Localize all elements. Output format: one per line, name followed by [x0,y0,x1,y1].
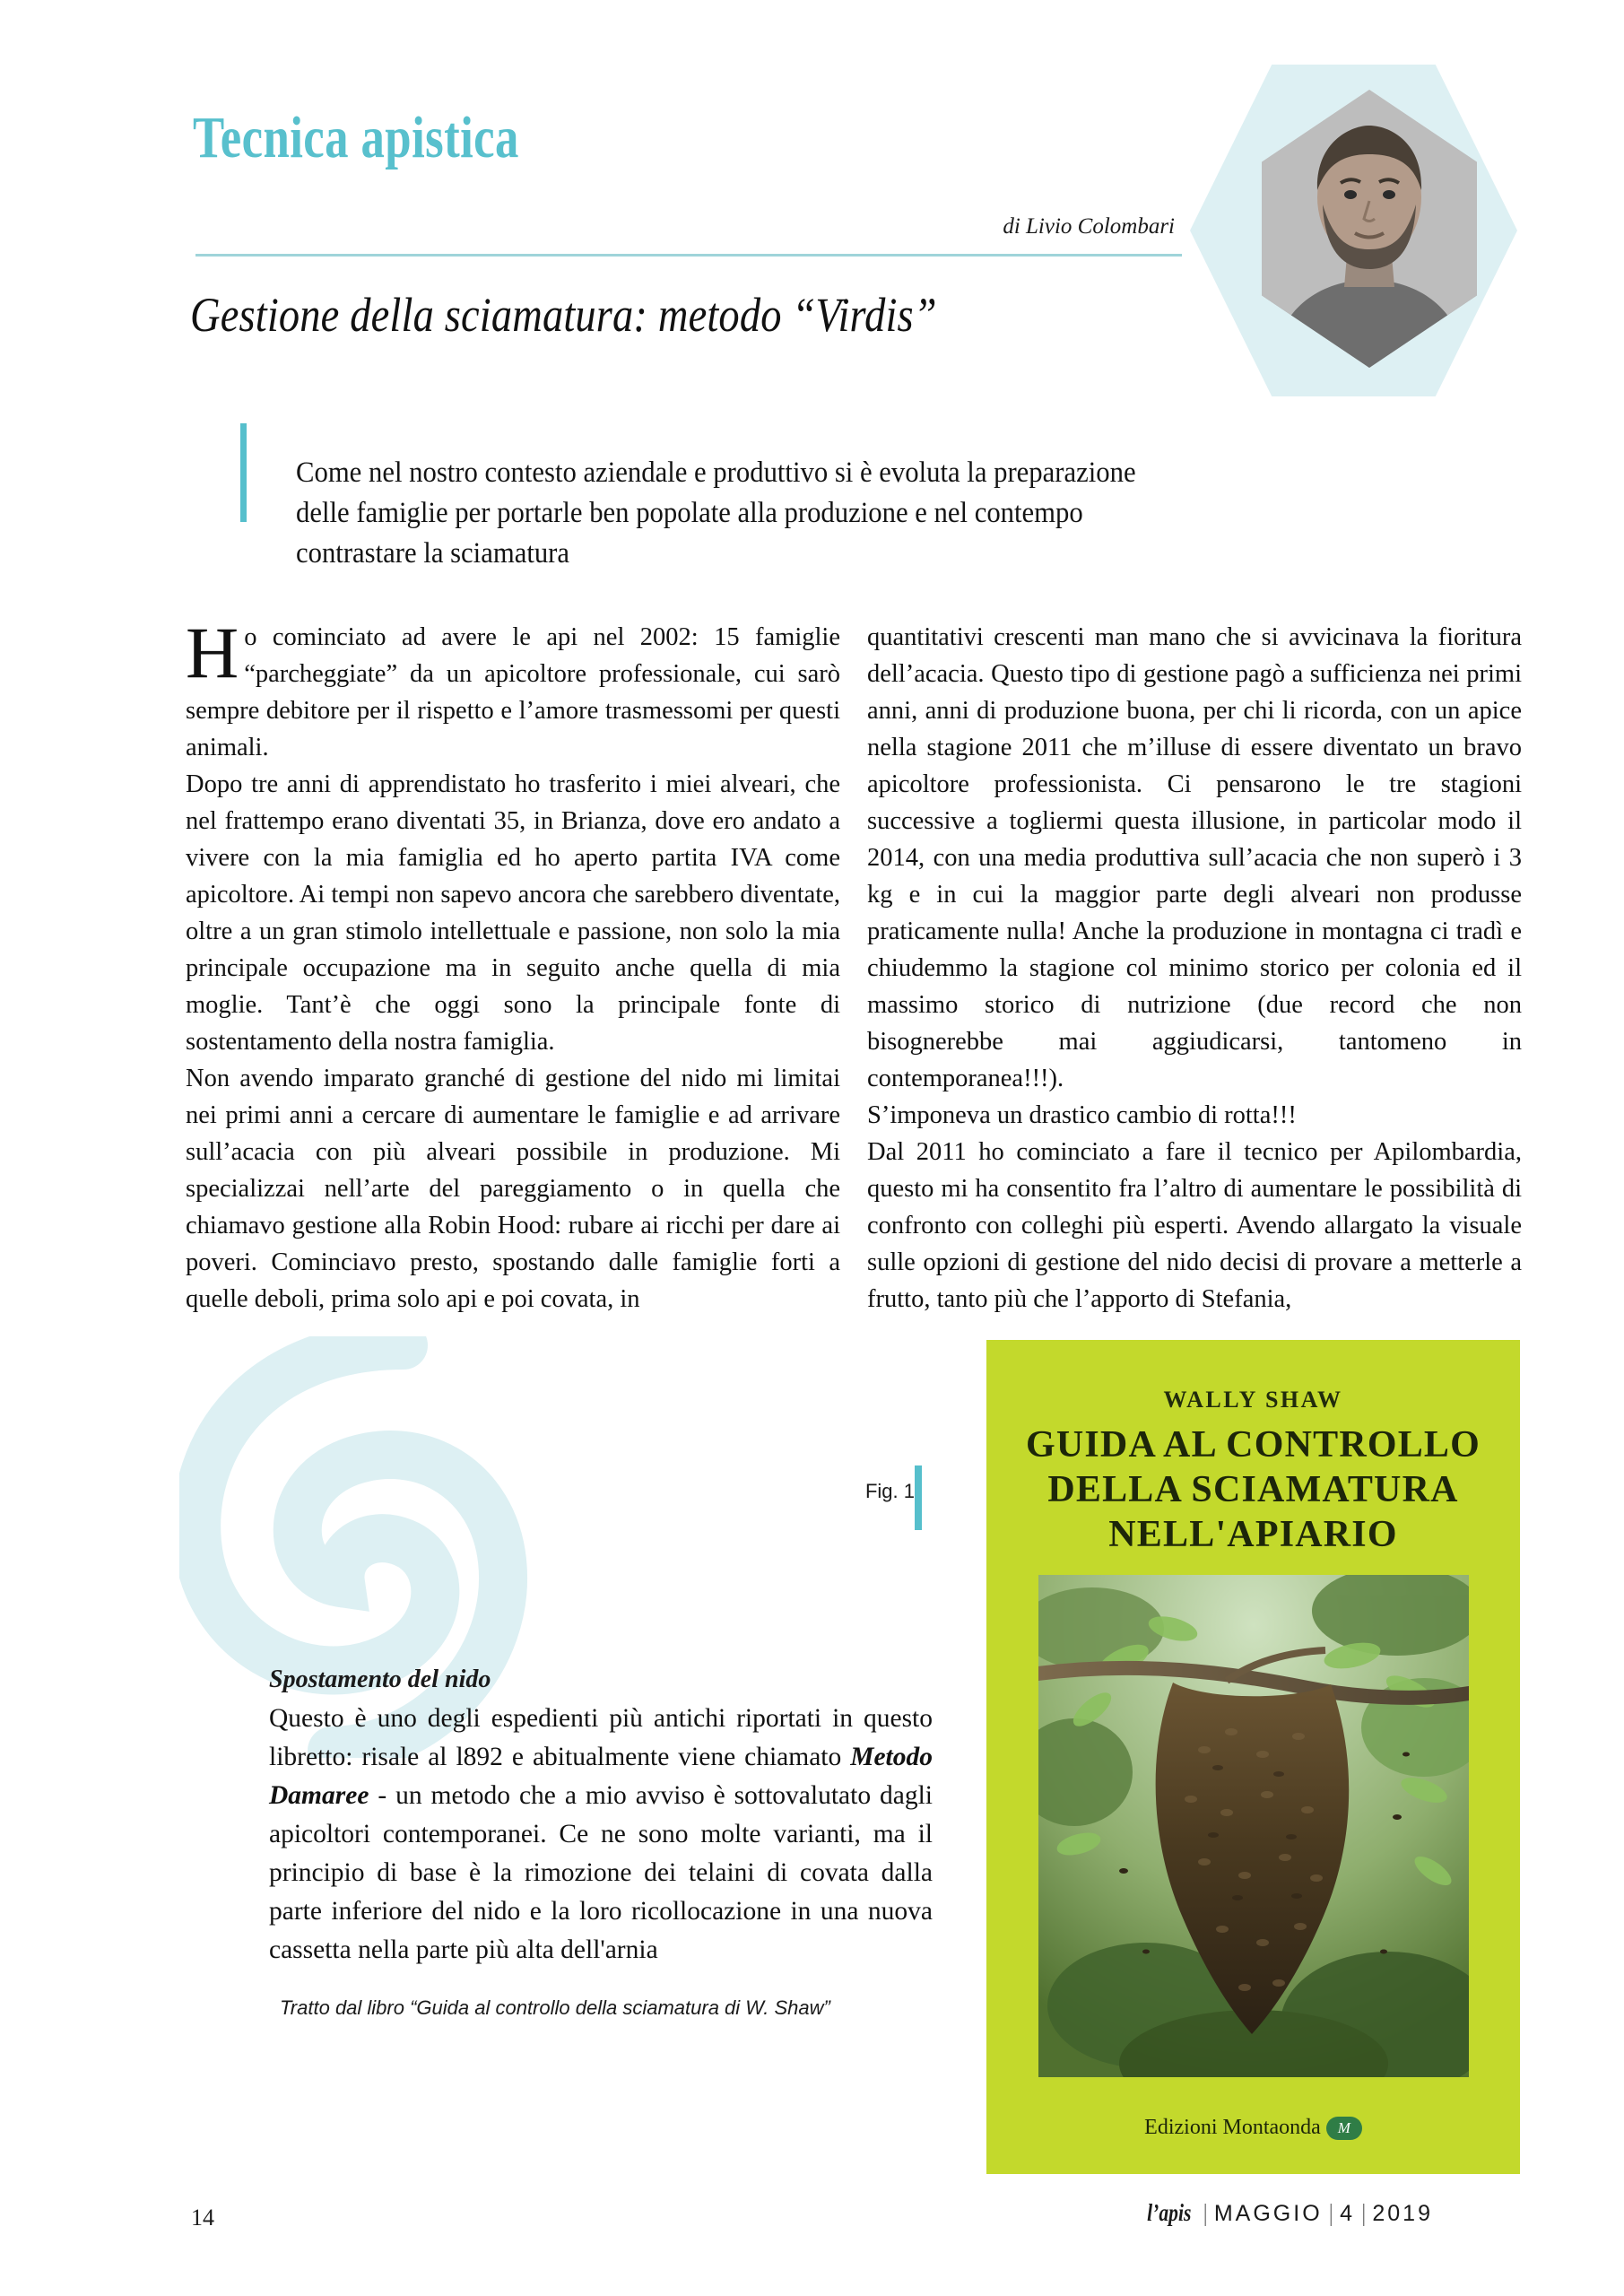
footer-separator-1: | [1203,2199,1208,2226]
book-title-line-2: DELLA SCIAMATURA [1047,1469,1459,1510]
caption-emphasis: Metodo Damaree [269,1743,933,1810]
caption-body [269,1700,933,1970]
caption-source-credit: Tratto dal libro “Guida al controllo della sciamatura di W. Shaw” [280,1996,830,2019]
left-paragraph-1: Dopo tre anni di apprendistato ho trasferito i miei alveari, che nel frattempo erano diventati 35, in Brianza, dove ero andato a vivere con la mia famiglia ed ho aperto partita IVA come apicoltore. Ai tempi non sapevo ancora che sarebbero diventate, oltre a un gran stimolo intellettuale e passione, non solo la mia principale occupazione ma in seguito anche quella di mia moglie. Tant’è che oggi sono la principale fonte di sostentamento della nostra famiglia. [186,770,840,1056]
right-paragraph-1: S’imponeva un drastico cambio di rotta!!! [867,1101,1297,1129]
standfirst-text: Come nel nostro contesto aziendale e produttivo si è evoluta la preparazione delle famiglie per portarle ben popolate alla produzione e nel contempo contrastare la sciamatura [296,457,1136,570]
body-column-right [867,619,1522,1318]
figure-accent-bar [915,1465,922,1530]
section-kicker: Tecnica apistica [193,105,519,170]
right-paragraph-2: Dal 2011 ho cominciato a fare il tecnico per Apilombardia, questo mi ha consentito fra l’altro di aumentare le possibilità di confronto con colleghi più esperti. Avendo allargato la visuale sulle opzioni di gestione del nido decisi di provare a metterle a frutto, tanto più che l’apporto di Stefania, [867,1138,1522,1313]
left-paragraph-0: o cominciato ad avere le api nel 2002: 15 famiglie “parcheggiate” da un apicoltore professionale, cui sarò sempre debitore per il rispetto e l’amore trasmessomi per questi animali. [186,623,840,761]
standfirst-accent-bar [240,423,247,522]
figure-label: Fig. 1 [864,1480,915,1502]
paragraph-with-dropcap [186,612,840,766]
book-cover-title [986,1422,1520,1557]
caption-block [269,1664,933,2020]
article-headline: Gestione della sciamatura: metodo “Virdis” [190,288,937,342]
footer-separator-2: | [1328,2199,1334,2226]
book-title-line-3: NELL'APIARIO [1108,1514,1398,1555]
book-publisher [986,2116,1520,2140]
publisher-logo-icon: M [1326,2117,1362,2140]
book-publisher-name: Edizioni Montaonda [1144,2115,1321,2139]
book-title-line-1: GUIDA AL CONTROLLO [1025,1424,1481,1465]
left-paragraph-2: Non avendo imparato granché di gestione del nido mi limitai nei primi anni a cercare di aumentare le famiglie e ad arrivare sull’acacia con più alveari possibile in produzione. Mi specializzai nell’arte del pareggiamento o in quella che chiamavo gestione alla Robin Hood: rubare ai ricchi per dare ai poveri. Cominciavo presto, spostando dalle famiglie forti a quelle deboli, prima solo api e poi covata, in [186,1065,840,1313]
header-divider-rule [195,254,1182,257]
footer-month: MAGGIO [1213,2201,1323,2226]
page-number: 14 [191,2205,214,2231]
bee-swarm-photo [1038,1575,1469,2077]
footer-year: 2019 [1372,2201,1433,2226]
footer-separator-3: | [1360,2199,1367,2226]
author-byline: di Livio Colombari [1003,214,1175,239]
magazine-brand: l’apis [1147,2199,1192,2226]
caption-text-part1: Questo è uno degli espedienti più antichi riportati in questo libretto: risale al l892 e abitualmente viene chiamato [269,1704,933,1771]
right-paragraph-0: quantitativi crescenti man mano che si avvicinava la fioritura dell’acacia. Questo tipo di gestione pagò a sufficienza nei primi anni, anni di produzione buona, per chi li ricorda, con un apice nella stagione 2011 che m’illuse di essere diventato un bravo apicoltore professionista. Ci pensarono le tre stagioni successive a togliermi questa illusione, in particolar modo il 2014, con una media produttiva sull’acacia che non superò i 3 kg e in cui la maggior parte degli alveari non produsse praticamente nulla! Anche la produzione in montagna ci tradì e chiudemmo la stagione col minimo storico per colonia ed il massimo storico di nutrizione (due record che non bisognerebbe mai aggiudicarsi, tantomeno in contemporanea!!!). [867,623,1522,1092]
footer-issue-info [1142,2199,1433,2227]
book-cover-author: WALLY SHAW [1163,1387,1343,1413]
footer-issue-number: 4 [1340,2201,1355,2226]
caption-text-part2: - un metodo che a mio avviso è sottovalutato dagli apicoltori contemporanei. Ce ne sono molte varianti, ma il principio di base è la rimozione dei telaini di covata dalla parte inferiore del nido e la loro ricollocazione in una nuova cassetta nella parte più alta dell'arnia [269,1781,933,1964]
drop-cap: H [186,612,239,693]
author-portrait-hexagon [1190,65,1517,396]
caption-title: Spostamento del nido [269,1665,491,1693]
body-column-left [186,612,840,1318]
book-cover-figure [986,1340,1520,2174]
